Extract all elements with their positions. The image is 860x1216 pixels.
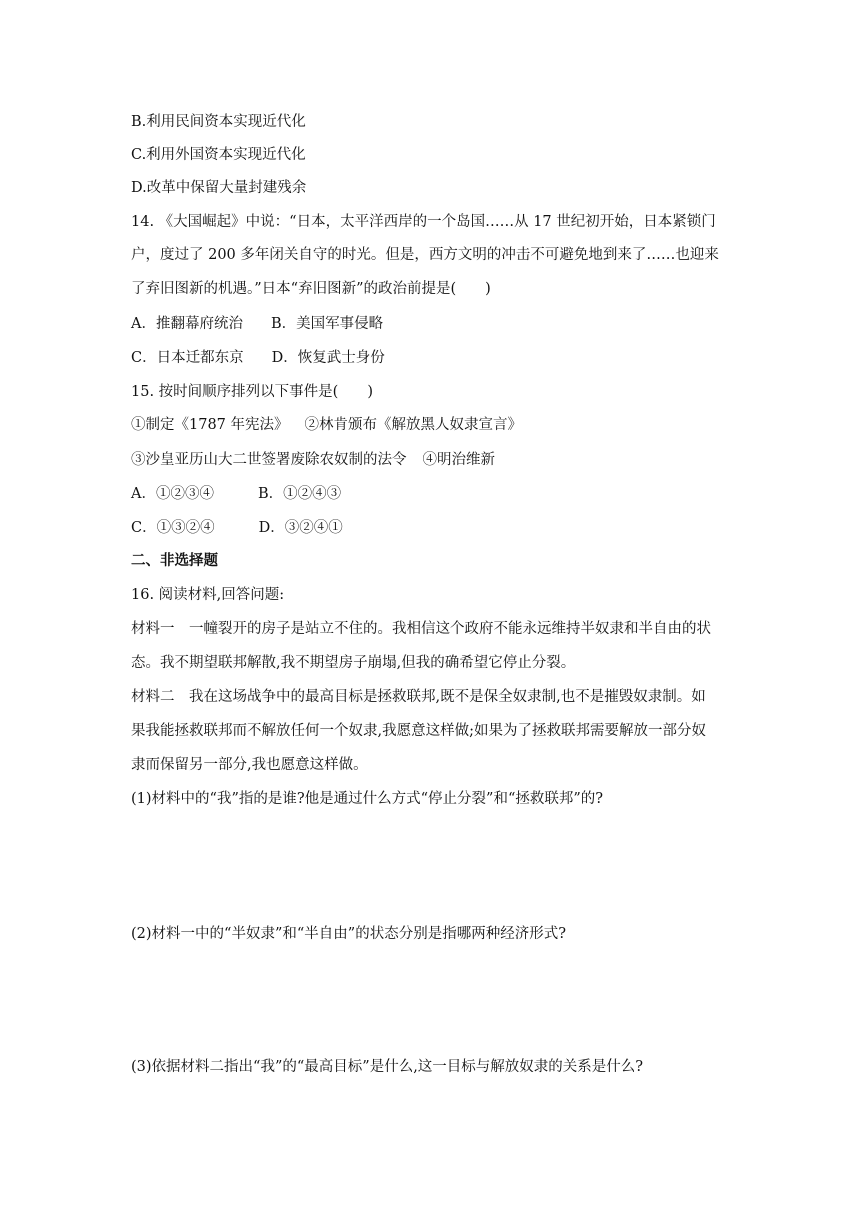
q15-item-1: ①制定《1787 年宪法》	[131, 417, 289, 433]
q14-option-c: C．日本迁都东京	[131, 350, 244, 366]
q16-material-1-line-2: 态。我不期望联邦解散,我不期望房子崩塌,但我的确希望它停止分裂。	[131, 655, 576, 671]
q16-material-2-line-3: 隶而保留另一部分,我也愿意这样做。	[131, 757, 368, 773]
q13-option-c: C.利用外国资本实现近代化	[131, 147, 306, 163]
q15-item-2: ②林肯颁布《解放黑人奴隶宣言》	[304, 417, 523, 433]
q15-option-c: C．①③②④	[131, 520, 215, 536]
q14-option-d: D．恢复武士身份	[271, 350, 385, 366]
section-title: 二、非选择题	[131, 552, 218, 569]
q14-option-a: A．推翻幕府统治	[131, 316, 243, 332]
q15-option-b: B．①②④③	[257, 486, 342, 502]
q13-option-b: B.利用民间资本实现近代化	[131, 114, 306, 130]
q13-option-d: D.改革中保留大量封建残余	[131, 180, 307, 196]
q16-sub-question-1: (1)材料中的“我”指的是谁?他是通过什么方式“停止分裂”和“拯救联邦”的?	[131, 791, 604, 807]
q15-option-a: A．①②③④	[131, 486, 214, 502]
q15-option-d: D．③②④①	[258, 520, 343, 536]
q16-material-2-line-1: 材料二 我在这场战争中的最高目标是拯救联邦,既不是保全奴隶制,也不是摧毁奴隶制。如	[131, 689, 706, 705]
q16-sub-question-3: (3)依据材料二指出“我”的“最高目标”是什么,这一目标与解放奴隶的关系是什么?	[131, 1059, 644, 1075]
q16-material-1-line-1: 材料一 一幢裂开的房子是站立不住的。我相信这个政府不能永远维持半奴隶和半自由的状	[131, 621, 711, 637]
q14-stem-line-2: 户，度过了 200 多年闭关自守的时光。但是，西方文明的冲击不可避免地到来了……也迎来	[131, 247, 719, 263]
q14-stem-line-1: 14. 《大国崛起》中说：“日本，太平洋西岸的一个岛国……从 17 世纪初开始，日本紧锁门	[131, 214, 716, 230]
q16-stem: 16. 阅读材料,回答问题:	[131, 587, 285, 603]
q16-material-2-line-2: 果我能拯救联邦而不解放任何一个奴隶,我愿意这样做;如果为了拯救联邦需要解放一部分奴	[131, 723, 706, 739]
q16-sub-question-2: (2)材料一中的“半奴隶”和“半自由”的状态分别是指哪两种经济形式?	[131, 926, 566, 942]
q15-items-row-2	[131, 450, 751, 470]
q15-stem: 15. 按时间顺序排列以下事件是( )	[131, 384, 373, 400]
q14-options-row-1	[131, 314, 751, 334]
q15-options-row-2	[131, 518, 751, 538]
q14-options-row-2	[131, 348, 751, 368]
q15-options-row-1	[131, 484, 751, 504]
q14-stem-line-3: 了弃旧图新的机遇。”日本“弃旧图新”的政治前提是( )	[131, 281, 491, 297]
q15-items-row-1	[131, 415, 751, 435]
q15-item-3: ③沙皇亚历山大二世签署废除农奴制的法令	[131, 452, 407, 468]
q15-item-4: ④明治维新	[422, 452, 495, 468]
q14-option-b: B．美国军事侵略	[270, 316, 384, 332]
